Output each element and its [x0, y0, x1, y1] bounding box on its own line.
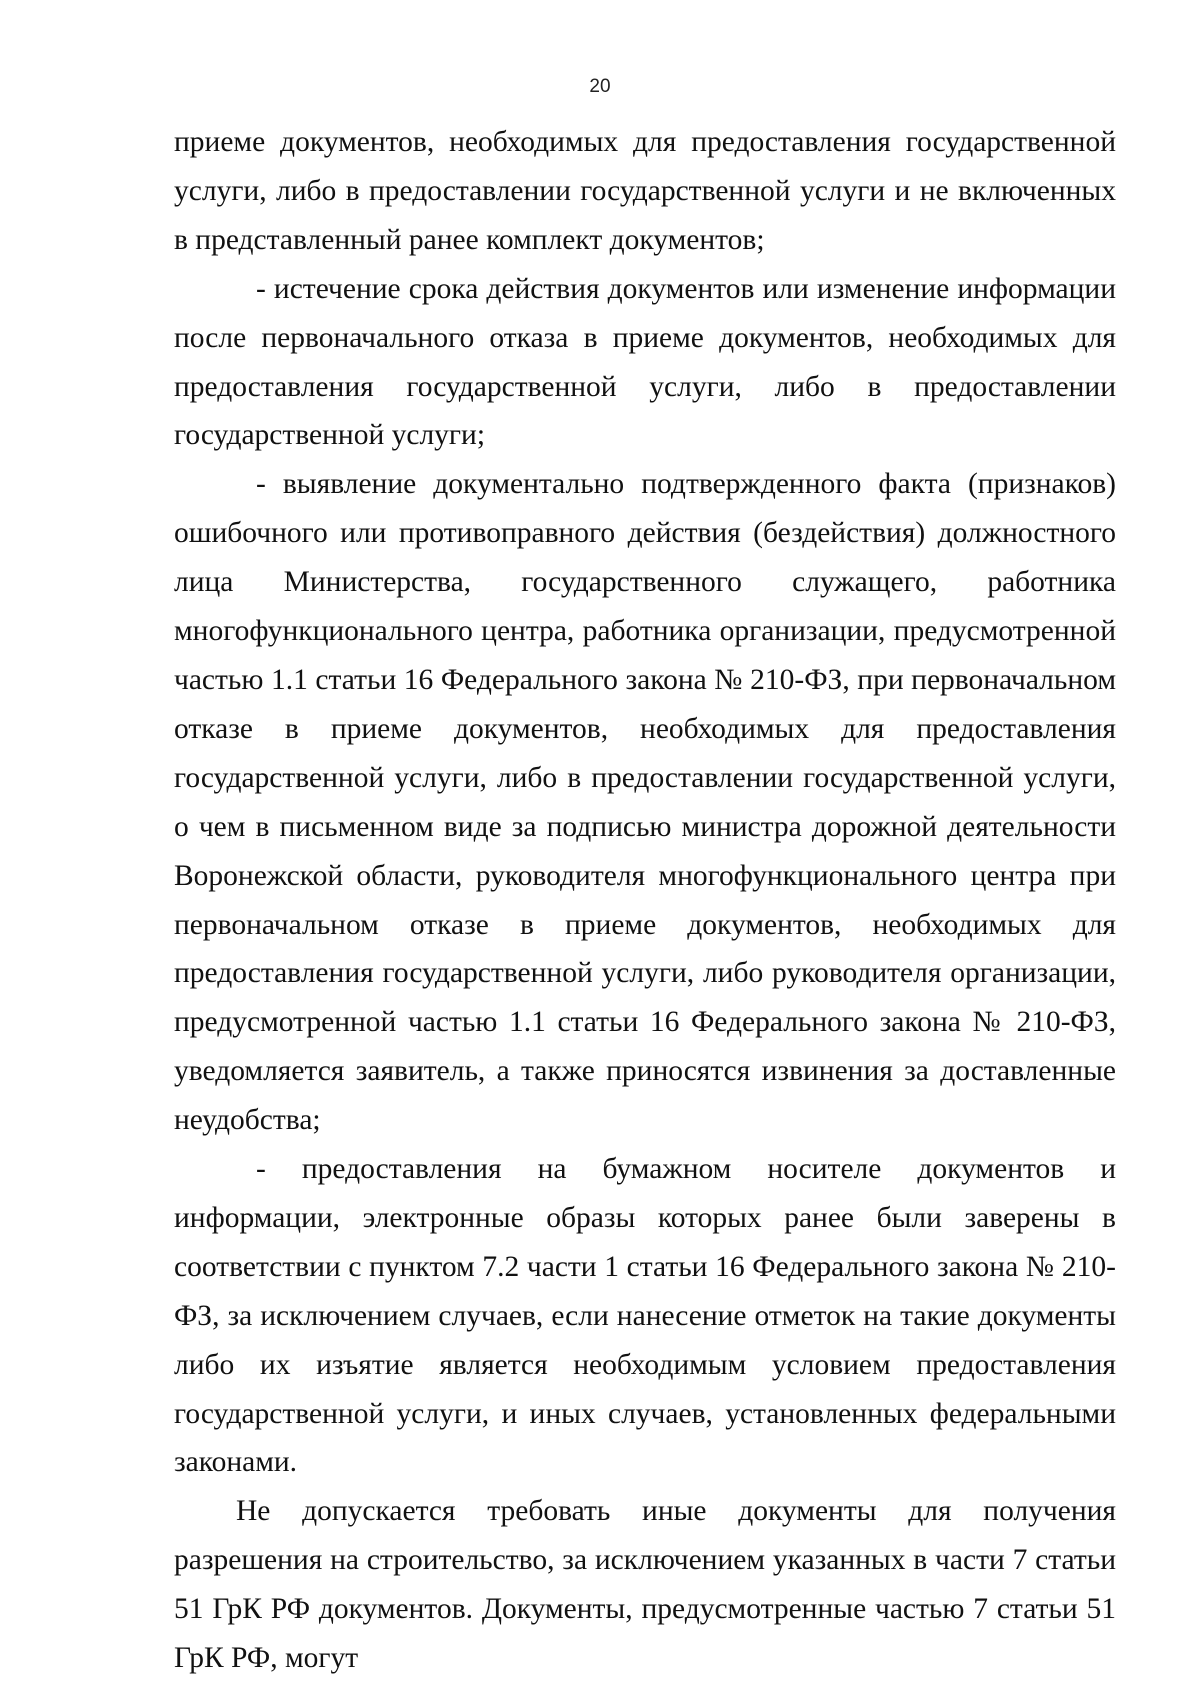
- bullet-official-error: - выявление документально подтвержденного факта (признаков) ошибочного или противоправного действия (бездействия) должностного лица Министерства, государственного служащего, работника многофункционального центра, работника организации, предусмотренной частью 1.1 статьи 16 Федерального закона № 210-ФЗ, при первоначальном отказе в приеме документов, необходимых для предоставления государственной услуги, либо в предоставлении государственной услуги, о чем в письменном виде за подписью министра дорожной деятельности Воронежской области, руководителя многофункционального центра при первоначальном отказе в приеме документов, необходимых для предоставления государственной услуги, либо руководителя организации, предусмотренной частью 1.1 статьи 16 Федерального закона № 210-ФЗ, уведомляется заявитель, а также приносятся извинения за доставленные неудобства;: [174, 468, 1116, 1137]
- bullet-paper-documents: - предоставления на бумажном носителе документов и информации, электронные образы которых ранее были заверены в соответствии с пунктом 7.2 части 1 статьи 16 Федерального закона № 210-ФЗ, за исключением случаев, если нанесение отметок на такие документы либо их изъятие является необходимым условием предоставления государственной услуги, и иных случаев, установленных федеральными законами.: [174, 1153, 1116, 1479]
- document-body: [174, 118, 1116, 1683]
- paragraph-continuation: приеме документов, необходимых для предоставления государственной услуги, либо в предоставлении государственной услуги и не включенных в представленный ранее комплект документов;: [174, 126, 1116, 256]
- page-number: 20: [589, 76, 611, 97]
- bullet-document-expiry: - истечение срока действия документов или изменение информации после первоначального отказа в приеме документов, необходимых для предоставления государственной услуги, либо в предоставлении государственной услуги;: [174, 272, 1116, 452]
- paragraph-construction-permit: Не допускается требовать иные документы для получения разрешения на строительство, за исключением указанных в части 7 статьи 51 ГрК РФ документов. Документы, предусмотренные частью 7 статьи 51 ГрК РФ, могут: [174, 1495, 1116, 1675]
